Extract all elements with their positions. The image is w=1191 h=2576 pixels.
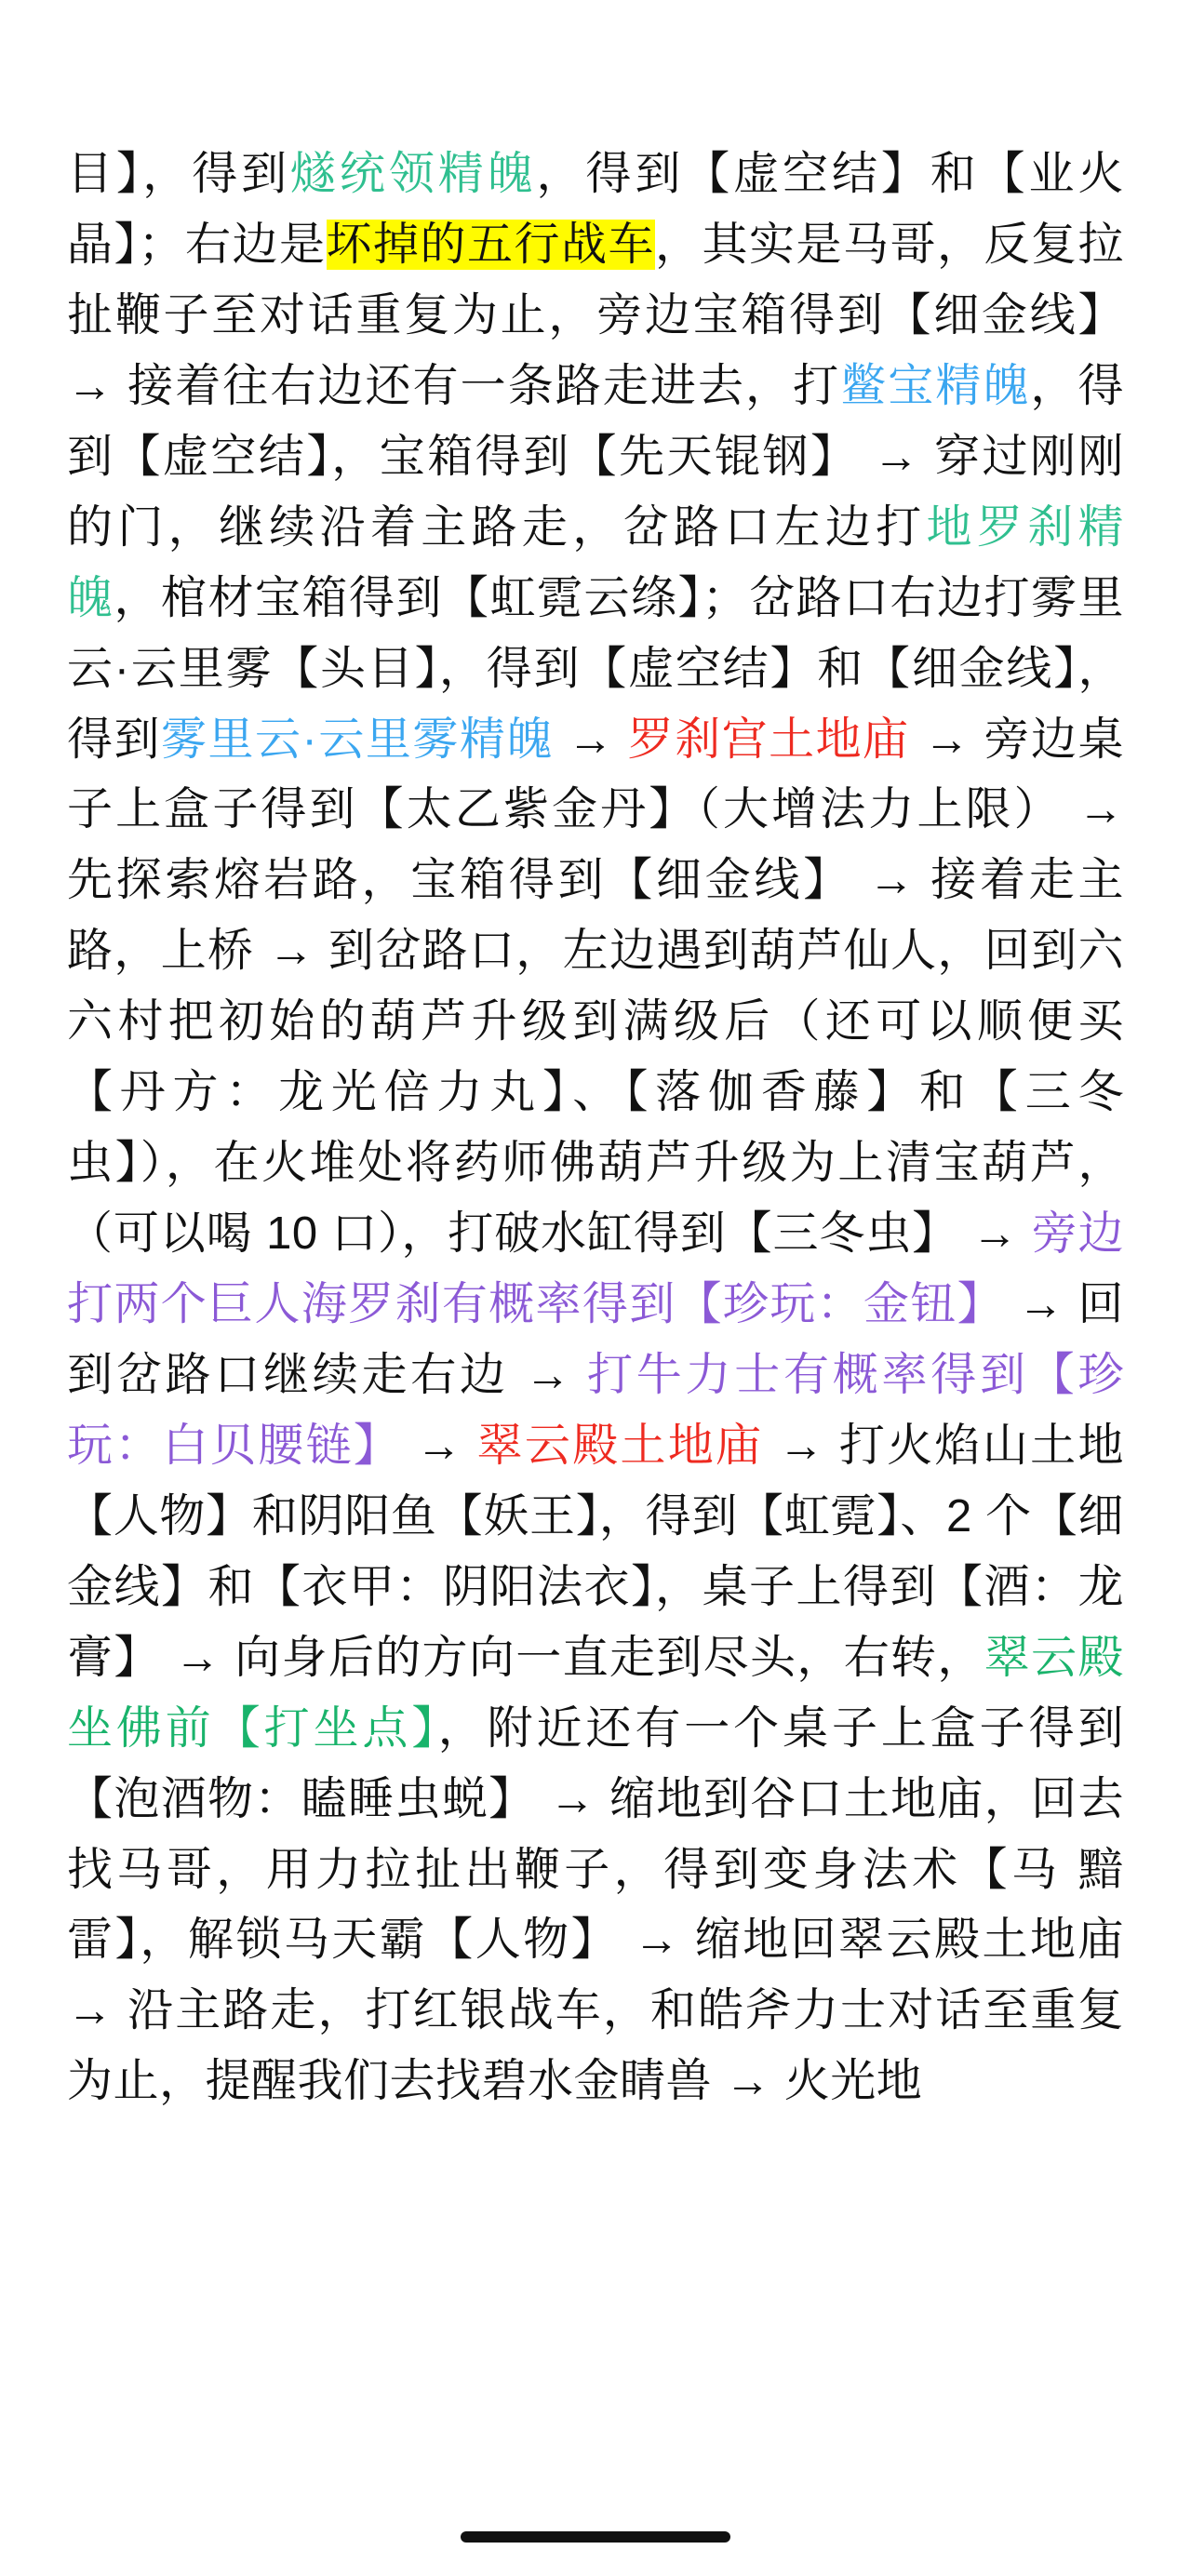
highlighted-text: 坏掉的五行战车 [326, 219, 655, 270]
arrow-glyph: → [67, 360, 114, 411]
arrow-glyph: → [525, 1349, 571, 1400]
text-run: 先探索熔岩路，宝箱得到【细金线】 [67, 784, 1138, 906]
arrow-glyph: → [416, 1420, 462, 1471]
text-run [1004, 1279, 1018, 1329]
arrow-glyph: → [634, 1915, 680, 1966]
arrow-glyph: → [268, 926, 314, 977]
text-run [462, 1421, 477, 1471]
text-run: ，棺材宝箱得到【虹霓云绦】；岔路口右边打雾里云·云里雾【头目】，得到【虚空结】和【细金线】，得到 [67, 572, 1124, 765]
purple-text: 打牛力士有概率得到【珍玩：白贝腰链】 [67, 1349, 1124, 1471]
red-text: 罗刹宫土地庙 [627, 714, 910, 765]
home-indicator[interactable] [461, 2531, 730, 2543]
arrow-glyph: → [873, 431, 920, 482]
text-run: 向身后的方向一直走到尽头，右转， [221, 1632, 984, 1683]
text-run [554, 714, 568, 765]
text-run [614, 714, 628, 765]
arrow-glyph: → [971, 1208, 1019, 1260]
guide-text-body [67, 140, 1138, 2117]
text-run: ，得到【虚空结】和【业火晶】；右边是 [67, 149, 1124, 270]
arrow-glyph: → [1077, 784, 1124, 835]
text-run: 缩地回翠云殿土地庙 [679, 1915, 1138, 1966]
text-run: 穿过刚刚的门，继续沿着主路走，岔路口左边打 [67, 431, 1124, 553]
arrow-glyph: → [174, 1632, 221, 1683]
arrow-glyph: → [67, 1985, 114, 2036]
purple-text: 旁边打两个巨人海罗刹有概率得到【珍玩：金钮】 [67, 1208, 1124, 1329]
arrow-glyph: → [868, 855, 915, 906]
text-run: ，其实是马哥，反复拉扯鞭子至对话重复为止，旁边宝箱得到【细金线】 [67, 219, 1138, 340]
green-text: 地罗刹精魄 [67, 501, 1124, 623]
text-run [910, 714, 924, 765]
text-run: 缩地到谷口土地庙，回去找马哥，用力拉扯出鞭子，得到变身法术【马 黯雷】，解锁马天霸【人物】 [67, 1773, 1124, 1966]
blue-text: 鳖宝精魄 [840, 360, 1031, 411]
arrow-glyph: → [923, 714, 970, 765]
red-text: 翠云殿土地庙 [476, 1420, 764, 1471]
text-run [401, 1421, 416, 1471]
text-run: 旁边桌子上盒子得到【太乙紫金丹】（大增法力上限） [67, 714, 1124, 835]
text-run: 沿主路走，打红银战车，和皓斧力士对话至重复为止，提醒我们去找碧水金睛兽 [67, 1985, 1124, 2107]
arrow-glyph: → [725, 2056, 771, 2107]
green-text: 燧统领精魄 [290, 149, 537, 199]
text-run: ，得到【虚空结】，宝箱得到【先天锟钢】 [67, 360, 1124, 482]
text-run: 接着走主路，上桥 [67, 855, 1124, 977]
text-run [764, 1421, 779, 1471]
arrow-glyph: → [778, 1420, 824, 1471]
arrow-glyph: → [568, 714, 614, 765]
text-run [571, 1350, 587, 1400]
arrow-glyph: → [549, 1773, 596, 1824]
text-run: ，附近还有一个桌子上盒子得到【泡酒物：瞌睡虫蜕】 [67, 1702, 1124, 1824]
text-run: 目】，得到 [67, 149, 291, 199]
teal-text: 翠云殿坐佛前【打坐点】 [67, 1632, 1124, 1754]
text-run [1018, 1208, 1032, 1259]
text-run: 到岔路口，左边遇到葫芦仙人，回到六六村把初始的葫芦升级到满级后（还可以顺便买【丹方：龙光倍力丸】、【落伽香藤】和【三冬虫】），在火堆处将药师佛葫芦升级为上清宝葫芦，（可以喝 10 口），打破水缸得到【三冬虫】 [67, 926, 1124, 1260]
text-run: 打火焰山土地【人物】和阴阳鱼【妖王】，得到【虹霓】、2 个【细金线】和【衣甲：阴阳法衣】，桌子上得到【酒：龙膏】 [67, 1420, 1124, 1683]
blue-text: 雾里云·云里雾精魄 [161, 714, 554, 765]
text-run: 回到岔路口继续走右边 [67, 1279, 1124, 1400]
arrow-glyph: → [1018, 1279, 1064, 1329]
text-run: 火光地 [770, 2056, 923, 2107]
text-run: 接着往右边还有一条路走进去，打 [113, 360, 841, 411]
